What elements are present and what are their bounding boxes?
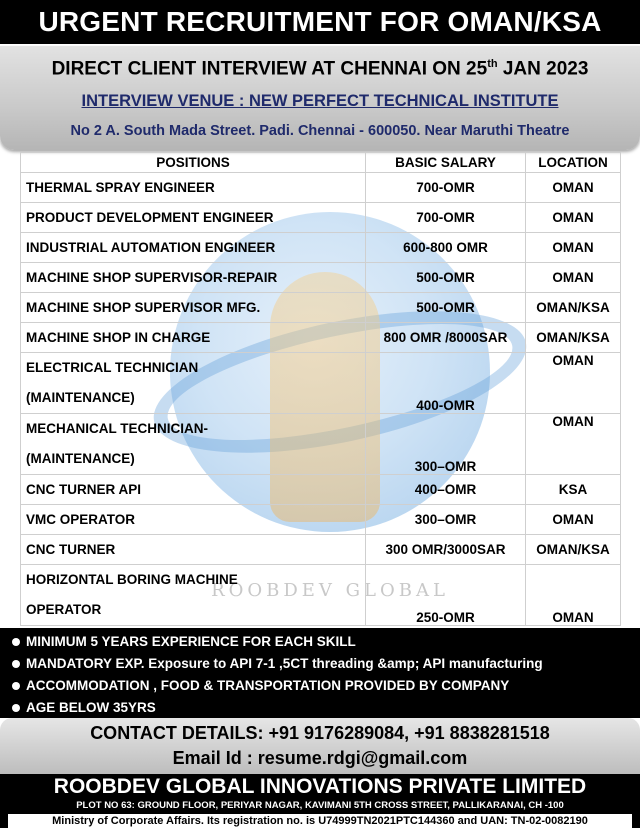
salary-cell: 500-OMR	[366, 293, 526, 323]
location-cell: OMAN	[526, 414, 621, 475]
company-registration: Ministry of Corporate Affairs. Its registration no. is U74999TN2021PTC144360 and UAN: TN-02-0082190	[8, 814, 632, 828]
table-row	[21, 565, 621, 626]
position-cell: CNC TURNER	[21, 535, 366, 565]
bullet-icon	[12, 682, 20, 690]
location-cell: OMAN	[526, 263, 621, 293]
bullet-icon	[12, 638, 20, 646]
location-cell: OMAN	[526, 353, 621, 414]
contact-email: Email Id : resume.rdgi@gmail.com	[172, 748, 468, 768]
contact-details	[0, 718, 640, 774]
position-cell: PRODUCT DEVELOPMENT ENGINEER	[21, 203, 366, 233]
watermark-text: ROOBDEV GLOBAL	[211, 580, 449, 601]
list-item	[12, 653, 640, 675]
company-address: PLOT NO 63: GROUND FLOOR, PERIYAR NAGAR, KAVIMANI 5TH CROSS STREET, PALLIKARANAI, CH -100	[76, 800, 564, 811]
position-cell: CNC TURNER API	[21, 475, 366, 505]
position-cell	[21, 353, 366, 414]
table-row	[21, 535, 621, 565]
location-cell: OMAN	[526, 203, 621, 233]
location-cell: KSA	[526, 475, 621, 505]
position-cell	[21, 565, 366, 626]
table-row	[21, 173, 621, 203]
interview-date-suffix: JAN 2023	[497, 58, 589, 80]
contact-phones: CONTACT DETAILS: +91 9176289084, +91 8838281518	[90, 723, 550, 743]
salary-cell: 300 OMR/3000SAR	[366, 535, 526, 565]
salary-cell: 250-OMR	[366, 565, 526, 626]
interview-header	[0, 46, 640, 150]
requirement-text: ACCOMMODATION , FOOD & TRANSPORTATION PROVIDED BY COMPANY	[26, 678, 510, 693]
requirement-text: AGE BELOW 35YRS	[26, 700, 156, 715]
salary-cell: 400-OMR	[366, 353, 526, 414]
salary-cell: 700-OMR	[366, 173, 526, 203]
location-cell: OMAN/KSA	[526, 535, 621, 565]
table-row	[21, 505, 621, 535]
requirements-list	[0, 628, 640, 718]
header-location: LOCATION	[526, 153, 621, 173]
location-cell: OMAN	[526, 565, 621, 626]
company-name: ROOBDEV GLOBAL INNOVATIONS PRIVATE LIMITED	[53, 775, 587, 798]
salary-cell: 500-OMR	[366, 263, 526, 293]
salary-cell: 700-OMR	[366, 203, 526, 233]
position-line: HORIZONTAL BORING MACHINE	[26, 572, 238, 587]
list-item	[12, 697, 640, 719]
venue-address: No 2 A. South Mada Street. Padi. Chennai - 600050. Near Maruthi Theatre	[70, 123, 570, 139]
interview-venue: INTERVIEW VENUE : NEW PERFECT TECHNICAL INSTITUTE	[81, 92, 559, 110]
position-line: (MAINTENANCE)	[26, 451, 135, 466]
position-cell: MACHINE SHOP SUPERVISOR MFG.	[21, 293, 366, 323]
interview-date-prefix: DIRECT CLIENT INTERVIEW AT CHENNAI ON 25	[51, 58, 488, 80]
bullet-icon	[12, 704, 20, 712]
location-cell: OMAN	[526, 173, 621, 203]
position-cell: MACHINE SHOP IN CHARGE	[21, 323, 366, 353]
positions-table	[20, 152, 621, 626]
location-cell: OMAN	[526, 505, 621, 535]
requirement-text: MINIMUM 5 YEARS EXPERIENCE FOR EACH SKILL	[26, 634, 356, 649]
table-row	[21, 414, 621, 475]
table-row	[21, 293, 621, 323]
table-row	[21, 263, 621, 293]
position-line: (MAINTENANCE)	[26, 390, 135, 405]
salary-cell: 800 OMR /8000SAR	[366, 323, 526, 353]
list-item	[12, 675, 640, 697]
header-salary: BASIC SALARY	[366, 153, 526, 173]
position-line: ELECTRICAL TECHNICIAN	[26, 360, 199, 375]
table-row	[21, 475, 621, 505]
table-row	[21, 233, 621, 263]
header-positions: POSITIONS	[21, 153, 366, 173]
company-footer	[0, 774, 640, 828]
interview-date-sup: th	[487, 58, 498, 70]
salary-cell: 300–OMR	[366, 505, 526, 535]
table-row	[21, 203, 621, 233]
table-header-row	[21, 153, 621, 173]
location-cell: OMAN/KSA	[526, 323, 621, 353]
positions-table-area	[20, 152, 620, 625]
bullet-icon	[12, 660, 20, 668]
requirement-text: MANDATORY EXP. Exposure to API 7-1 ,5CT threading &amp; API manufacturing	[26, 656, 543, 671]
position-cell	[21, 414, 366, 475]
location-cell: OMAN	[526, 233, 621, 263]
position-cell: INDUSTRIAL AUTOMATION ENGINEER	[21, 233, 366, 263]
position-line: OPERATOR	[26, 602, 102, 617]
position-cell: VMC OPERATOR	[21, 505, 366, 535]
list-item	[12, 631, 640, 653]
interview-date-line	[0, 58, 640, 80]
position-cell: MACHINE SHOP SUPERVISOR-REPAIR	[21, 263, 366, 293]
table-row	[21, 353, 621, 414]
top-banner-title: URGENT RECRUITMENT FOR OMAN/KSA	[0, 0, 640, 44]
salary-cell: 300–OMR	[366, 414, 526, 475]
location-cell: OMAN/KSA	[526, 293, 621, 323]
salary-cell: 600-800 OMR	[366, 233, 526, 263]
salary-cell: 400–OMR	[366, 475, 526, 505]
table-row	[21, 323, 621, 353]
position-line: MECHANICAL TECHNICIAN-	[26, 421, 208, 436]
position-cell: THERMAL SPRAY ENGINEER	[21, 173, 366, 203]
